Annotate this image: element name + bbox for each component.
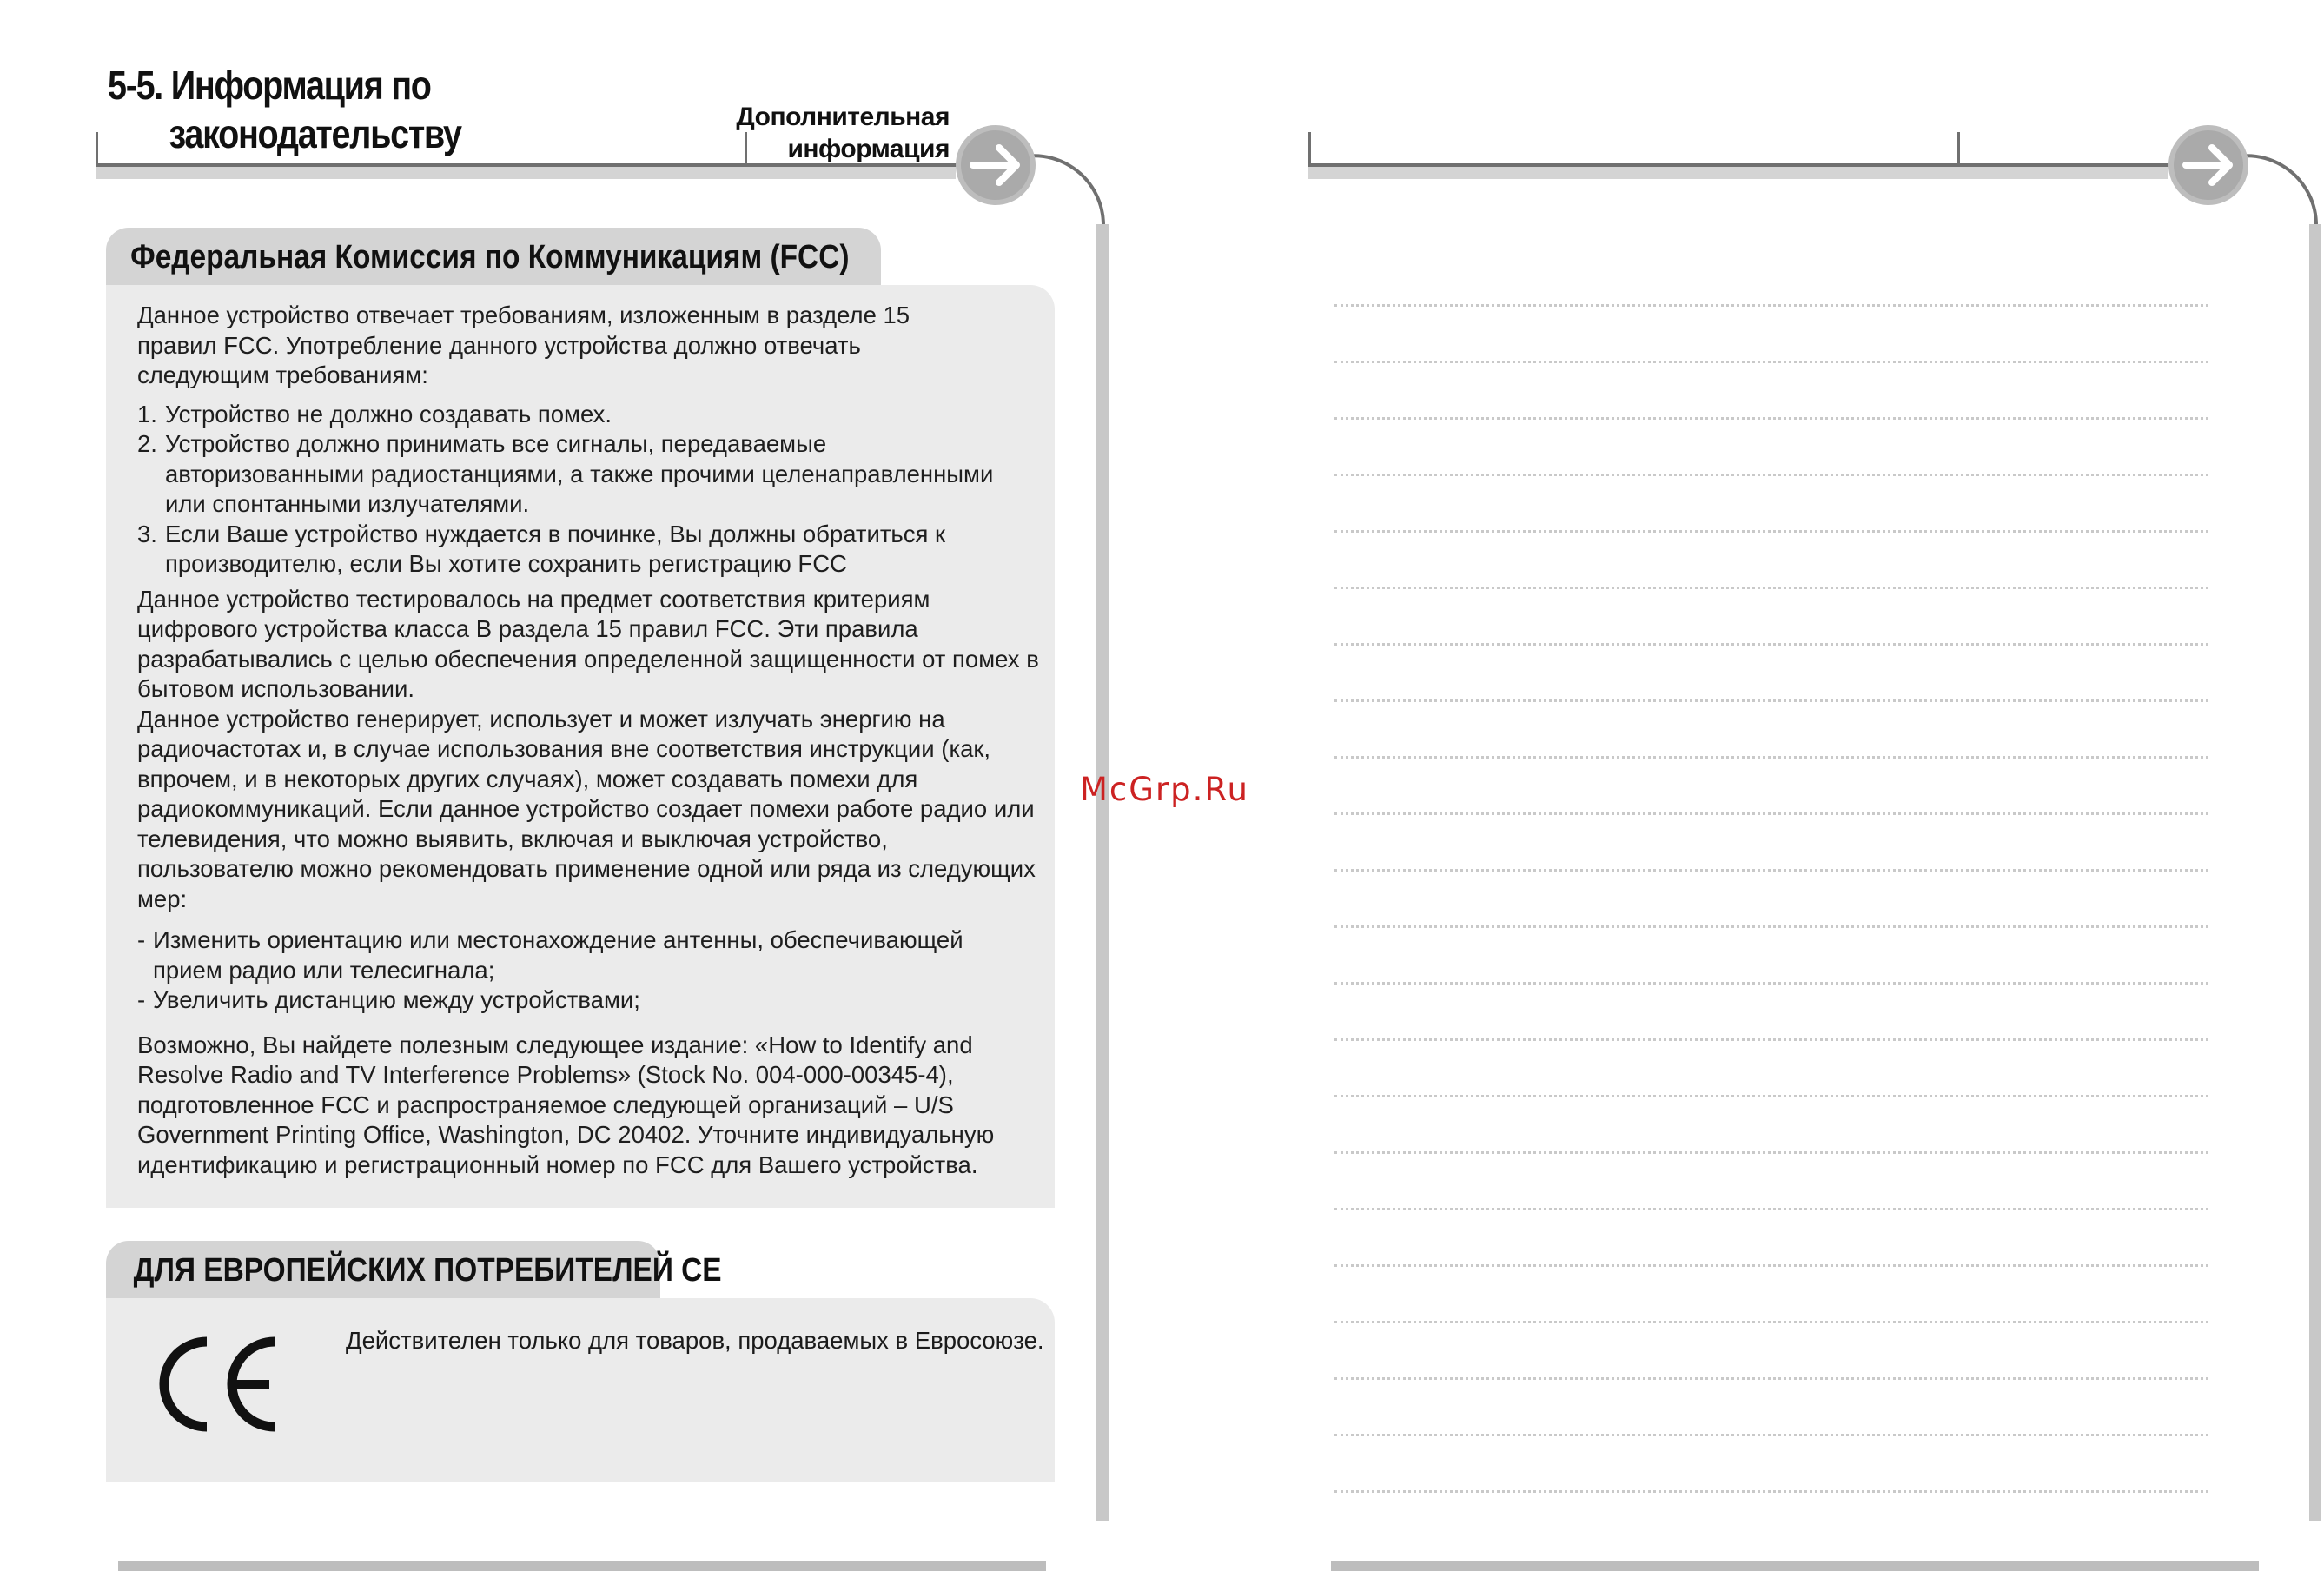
arrow-right-circle-icon[interactable] bbox=[2167, 123, 2250, 207]
requirement-line: авторизованными радиостанциями, а также прочими целенаправленными bbox=[165, 460, 994, 487]
section-label-line2: информация bbox=[787, 135, 950, 163]
page-edge-shadow-right bbox=[2309, 224, 2321, 1521]
measure-dash: - bbox=[137, 926, 146, 953]
notes-line bbox=[1334, 1264, 2208, 1267]
notes-line bbox=[1334, 1208, 2208, 1210]
header-divider-tick bbox=[745, 132, 747, 165]
page-edge-curve-right bbox=[2160, 113, 2324, 1526]
notes-line bbox=[1334, 587, 2208, 589]
fcc-reference-line: Resolve Radio and TV Interference Problems» (Stock No. 004-000-00345-4), bbox=[137, 1061, 954, 1088]
notes-line bbox=[1334, 361, 2208, 363]
fcc-measure-item bbox=[137, 985, 1039, 1016]
fcc-heading-tab bbox=[106, 228, 881, 287]
measure-line: прием радио или телесигнала; bbox=[153, 956, 495, 984]
fcc-tested-line: радиочастотах и, в случае использования вне соответствия инструкции (как, bbox=[137, 735, 991, 762]
fcc-tested-line: телевидения, что можно выявить, включая и выключая устройство, bbox=[137, 825, 888, 852]
notes-line bbox=[1334, 699, 2208, 702]
ce-text: Действителен только для товаров, продаваемых в Евросоюзе. bbox=[346, 1327, 1044, 1354]
page-title-line1: 5-5. Информация по bbox=[108, 63, 431, 108]
measure-line: Увеличить дистанцию между устройствами; bbox=[153, 986, 640, 1013]
fcc-reference-line: подготовленное FCC и распространяемое следующей организаций – U/S bbox=[137, 1091, 954, 1118]
notes-line bbox=[1334, 417, 2208, 420]
notes-line bbox=[1334, 869, 2208, 872]
fcc-tested-line: пользователю можно рекомендовать применение одной или ряда из следующих bbox=[137, 855, 1036, 882]
fcc-measure-item bbox=[137, 925, 1039, 985]
section-label bbox=[736, 101, 950, 165]
notes-line bbox=[1334, 1038, 2208, 1041]
watermark: McGrp.Ru bbox=[1080, 771, 1249, 808]
notes-line bbox=[1334, 812, 2208, 815]
ce-heading-tab bbox=[106, 1241, 722, 1300]
notes-line bbox=[1334, 1151, 2208, 1154]
requirement-line: Если Ваше устройство нуждается в починке, Вы должны обратиться к bbox=[165, 520, 946, 547]
fcc-tested-line: мер: bbox=[137, 885, 188, 912]
footer-bar-right bbox=[1331, 1561, 2259, 1571]
fcc-tested-line: впрочем, и в некоторых других случаях), может создавать помехи для bbox=[137, 765, 918, 792]
fcc-reference-line: Возможно, Вы найдете полезным следующее издание: «How to Identify and bbox=[137, 1031, 973, 1058]
fcc-tested-line: радиокоммуникаций. Если данное устройство создает помехи работе радио или bbox=[137, 795, 1035, 822]
page-title-line2: законодательству bbox=[169, 111, 461, 156]
notes-line bbox=[1334, 474, 2208, 476]
ce-heading: ДЛЯ ЕВРОПЕЙСКИХ ПОТРЕБИТЕЛЕЙ CE bbox=[133, 1252, 722, 1289]
page-title bbox=[108, 61, 461, 158]
notes-line bbox=[1334, 1377, 2208, 1380]
footer-bar-left bbox=[118, 1561, 1046, 1571]
notes-line bbox=[1334, 1321, 2208, 1323]
fcc-requirement-item bbox=[137, 400, 1039, 430]
header-shadow-band-right-page bbox=[1308, 167, 2168, 179]
requirement-line: Устройство не должно создавать помех. bbox=[165, 400, 612, 428]
fcc-requirement-item bbox=[137, 429, 1039, 520]
notes-line bbox=[1334, 982, 2208, 985]
notes-line bbox=[1334, 925, 2208, 928]
fcc-tested-line: разрабатывались с целью обеспечения определенной защищенности от помех в bbox=[137, 645, 1039, 673]
notes-line bbox=[1334, 304, 2208, 307]
header-left-tick-right-page bbox=[1308, 132, 1311, 165]
header-left-tick bbox=[96, 132, 98, 165]
notes-line bbox=[1334, 1434, 2208, 1436]
requirement-line: Устройство должно принимать все сигналы, передаваемые bbox=[165, 430, 827, 457]
fcc-intro-line: правил FCC. Употребление данного устройства должно отвечать bbox=[137, 331, 861, 359]
notes-line bbox=[1334, 643, 2208, 646]
header-shadow-band bbox=[96, 167, 956, 179]
section-label-line1: Дополнительная bbox=[736, 103, 950, 131]
ce-mark-logo bbox=[155, 1333, 280, 1435]
notes-line bbox=[1334, 1490, 2208, 1493]
requirement-number: 3. bbox=[137, 520, 157, 547]
page-edge-shadow-left bbox=[1096, 224, 1109, 1521]
requirement-number: 1. bbox=[137, 400, 157, 428]
fcc-intro-line: следующим требованиям: bbox=[137, 361, 428, 388]
requirement-line: или спонтанными излучателями. bbox=[165, 490, 530, 517]
fcc-requirement-item bbox=[137, 520, 1039, 580]
header-divider-tick-right-page bbox=[1957, 132, 1960, 165]
measure-dash: - bbox=[137, 986, 146, 1013]
fcc-reference-line: Government Printing Office, Washington, DC 20402. Уточните индивидуальную bbox=[137, 1121, 995, 1148]
arrow-right-circle-icon[interactable] bbox=[954, 123, 1037, 207]
requirement-number: 2. bbox=[137, 430, 157, 457]
fcc-text bbox=[137, 301, 1039, 1180]
requirement-line: производителю, если Вы хотите сохранить регистрацию FCC bbox=[165, 550, 847, 577]
measure-line: Изменить ориентацию или местонахождение антенны, обеспечивающей bbox=[153, 926, 963, 953]
fcc-reference-line: идентификацию и регистрационный номер по FCC для Вашего устройства. bbox=[137, 1150, 978, 1178]
fcc-tested-line: Данное устройство тестировалось на предмет соответствия критериям bbox=[137, 585, 930, 613]
notes-line bbox=[1334, 1095, 2208, 1097]
fcc-tested-line: бытовом использовании. bbox=[137, 675, 415, 702]
notes-line bbox=[1334, 530, 2208, 533]
notes-line bbox=[1334, 756, 2208, 759]
fcc-tested-line: цифрового устройства класса В раздела 15 правил FCC. Эти правила bbox=[137, 615, 918, 642]
fcc-heading: Федеральная Комиссия по Коммуникациям (FCC) bbox=[130, 239, 850, 275]
fcc-intro-line: Данное устройство отвечает требованиям, изложенным в разделе 15 bbox=[137, 302, 910, 328]
fcc-tested-line: Данное устройство генерирует, использует и может излучать энергию на bbox=[137, 705, 945, 733]
